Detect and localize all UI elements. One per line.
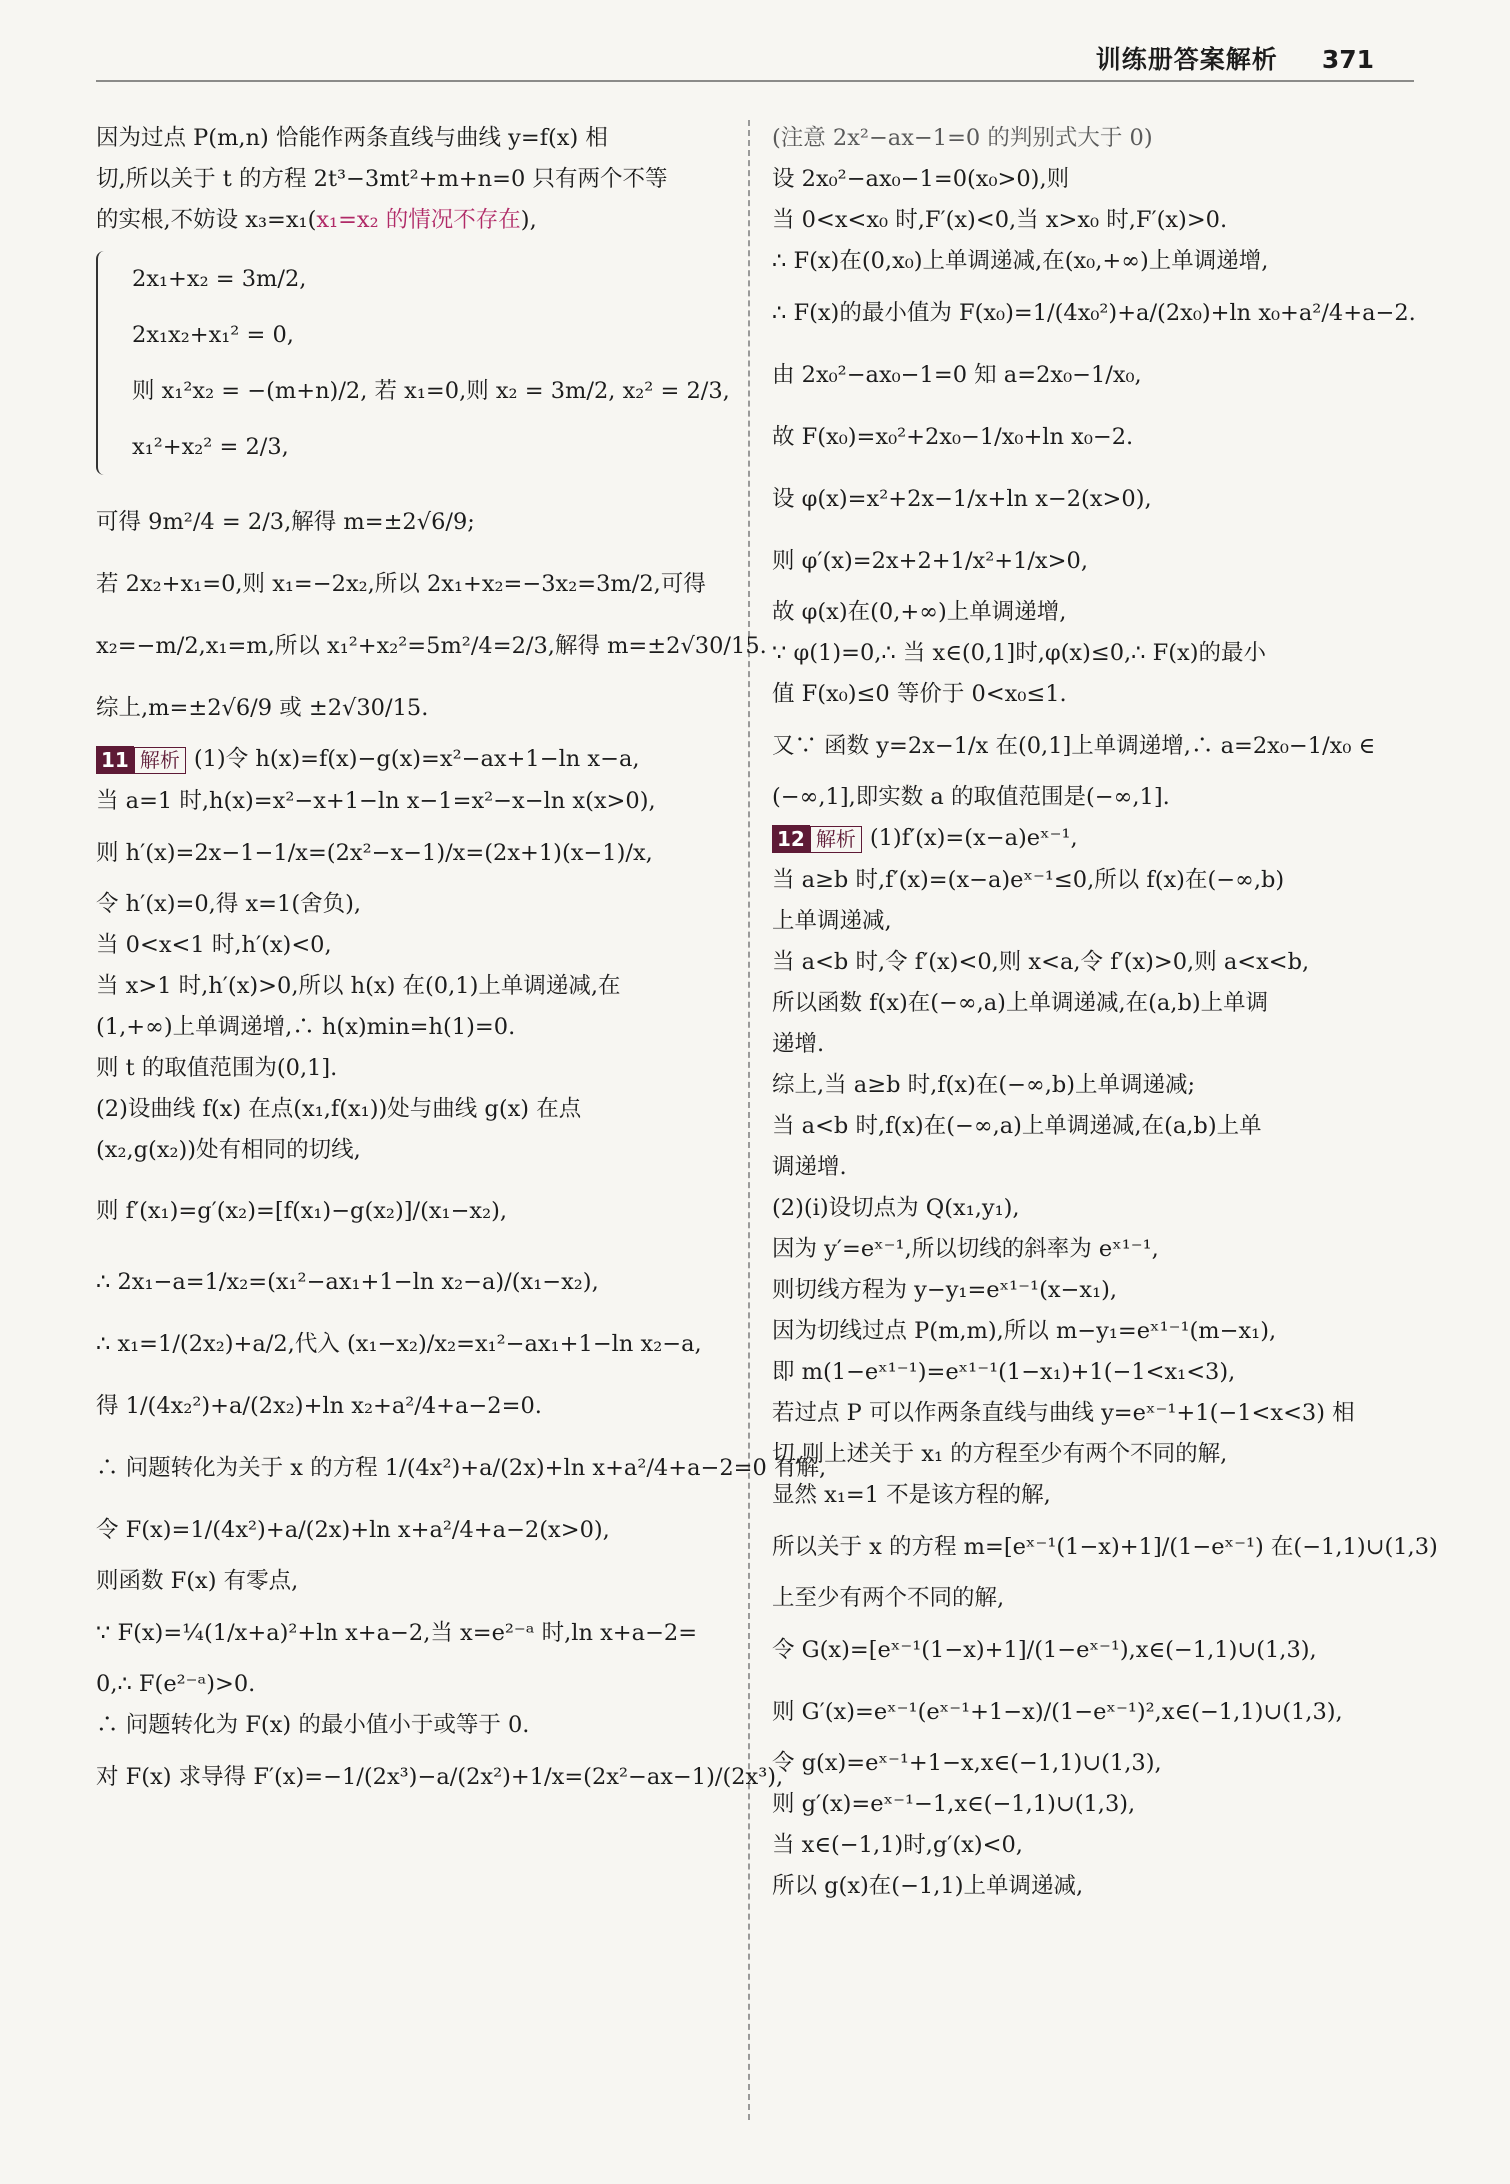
text-line: ∵ F(x)=¼(1/x+a)²+ln x+a−2,当 x=e²⁻ᵃ 时,ln x+a−2= <box>96 1619 698 1646</box>
text-line: 对 F(x) 求导得 F′(x)=−1/(2x³)−a/(2x²)+1/x=(2x²−ax−1)/(2x³), <box>96 1763 784 1790</box>
text-line: ∵ φ(1)=0,∴ 当 x∈(0,1]时,φ(x)≤0,∴ F(x)的最小 <box>772 640 1267 666</box>
text-line: 设 φ(x)=x²+2x−1/x+ln x−2(x>0), <box>772 486 1152 512</box>
text-line: 上至少有两个不同的解, <box>772 1584 1005 1611</box>
text-line: (x₂,g(x₂))处有相同的切线, <box>96 1136 361 1163</box>
left-column <box>96 118 827 1808</box>
text-line: 所以函数 f(x)在(−∞,a)上单调递减,在(a,b)上单调 <box>772 989 1269 1016</box>
text-line: 递增. <box>772 1030 825 1057</box>
text-line: 则 t 的取值范围为(0,1]. <box>96 1054 338 1081</box>
text-line: 又∵ 函数 y=2x−1/x 在(0,1]上单调递增,∴ a=2x₀−1/x₀ ∈ <box>772 733 1376 759</box>
text-line: 切,则上述关于 x₁ 的方程至少有两个不同的解, <box>772 1440 1228 1467</box>
text-line: ∴ 问题转化为 F(x) 的最小值小于或等于 0. <box>96 1711 530 1738</box>
text-line: 若过点 P 可以作两条直线与曲线 y=eˣ⁻¹+1(−1<x<3) 相 <box>772 1399 1355 1426</box>
text-line: 令 h′(x)=0,得 x=1(舍负), <box>96 890 362 917</box>
text-line: 综上,m=±2√6/9 或 ±2√30/15. <box>96 695 429 721</box>
text-line: ∴ F(x)的最小值为 F(x₀)=1/(4x₀²)+a/(2x₀)+ln x₀+a²/4+a−2. <box>772 300 1416 326</box>
solution-label: 解析 <box>134 747 186 774</box>
equation-line: x₁²+x₂² = 2/3, <box>132 434 289 460</box>
text-line: 值 F(x₀)≤0 等价于 0<x₀≤1. <box>772 681 1067 707</box>
text-line: 则切线方程为 y−y₁=eˣ¹⁻¹(x−x₁), <box>772 1276 1118 1303</box>
text-line: 0,∴ F(e²⁻ᵃ)>0. <box>96 1670 256 1697</box>
text-line: 当 x>1 时,h′(x)>0,所以 h(x) 在(0,1)上单调递减,在 <box>96 972 621 999</box>
text-line: 则 f′(x₁)=g′(x₂)=[f(x₁)−g(x₂)]/(x₁−x₂), <box>96 1197 508 1224</box>
problem-number: 11 <box>96 746 134 774</box>
column-divider <box>748 120 750 2120</box>
note-line: (注意 2x²−ax−1=0 的判别式大于 0) <box>772 125 1153 151</box>
text-line: 当 a<b 时,f(x)在(−∞,a)上单调递减,在(a,b)上单 <box>772 1112 1262 1139</box>
text-span: (1)f′(x)=(x−a)eˣ⁻¹, <box>869 825 1078 851</box>
text-span: 的实根,不妨设 x₃=x₁( <box>96 207 317 233</box>
text-line: 若 2x₂+x₁=0,则 x₁=−2x₂,所以 2x₁+x₂=−3x₂=3m/2,可得 <box>96 571 706 597</box>
text-line: ∴ x₁=1/(2x₂)+a/2,代入 (x₁−x₂)/x₂=x₁²−ax₁+1−ln x₂−a, <box>96 1330 702 1357</box>
problem-number: 12 <box>772 825 810 853</box>
text-line <box>96 200 724 241</box>
text-line: 所以关于 x 的方程 m=[eˣ⁻¹(1−x)+1]/(1−eˣ⁻¹) 在(−1,1)∪(1,3) <box>772 1533 1438 1560</box>
text-line: 上单调递减, <box>772 907 892 934</box>
equation-line: 2x₁+x₂ = 3m/2, <box>132 266 307 292</box>
text-line: ∴ 2x₁−a=1/x₂=(x₁²−ax₁+1−ln x₂−a)/(x₁−x₂), <box>96 1268 599 1295</box>
text-line: (1,+∞)上单调递增,∴ h(x)min=h(1)=0. <box>96 1013 516 1040</box>
text-line: 切,所以关于 t 的方程 2t³−3mt²+m+n=0 只有两个不等 <box>96 166 668 192</box>
text-line: (2)设曲线 f(x) 在点(x₁,f(x₁))处与曲线 g(x) 在点 <box>96 1095 582 1122</box>
text-line: 即 m(1−eˣ¹⁻¹)=eˣ¹⁻¹(1−x₁)+1(−1<x₁<3), <box>772 1358 1236 1385</box>
text-line: 当 a≥b 时,f′(x)=(x−a)eˣ⁻¹≤0,所以 f(x)在(−∞,b) <box>772 866 1285 893</box>
text-line: 当 a<b 时,令 f′(x)<0,则 x<a,令 f′(x)>0,则 a<x<b, <box>772 948 1310 975</box>
text-line: ∴ 问题转化为关于 x 的方程 1/(4x²)+a/(2x)+ln x+a²/4+a−2=0 有解, <box>96 1454 827 1481</box>
text-line: 则 G′(x)=eˣ⁻¹(eˣ⁻¹+1−x)/(1−eˣ⁻¹)²,x∈(−1,1)∪(1,3), <box>772 1698 1343 1725</box>
problem-badge <box>772 819 862 860</box>
text-line: 可得 9m²/4 = 2/3,解得 m=±2√6/9; <box>96 509 475 535</box>
text-line: 因为 y′=eˣ⁻¹,所以切线的斜率为 eˣ¹⁻¹, <box>772 1235 1159 1262</box>
text-line: 令 g(x)=eˣ⁻¹+1−x,x∈(−1,1)∪(1,3), <box>772 1749 1162 1776</box>
text-line: 调递增. <box>772 1153 847 1180</box>
text-line: (−∞,1],即实数 a 的取值范围是(−∞,1]. <box>772 784 1170 810</box>
text-line: 设 2x₀²−ax₀−1=0(x₀>0),则 <box>772 166 1070 192</box>
text-line: 综上,当 a≥b 时,f(x)在(−∞,b)上单调递减; <box>772 1071 1196 1098</box>
text-line: 故 φ(x)在(0,+∞)上单调递增, <box>772 599 1067 625</box>
page-header <box>1096 40 1374 76</box>
text-line: 因为过点 P(m,n) 恰能作两条直线与曲线 y=f(x) 相 <box>96 125 608 151</box>
text-line: 令 F(x)=1/(4x²)+a/(2x)+ln x+a²/4+a−2(x>0), <box>96 1516 610 1543</box>
header-rule <box>96 80 1414 82</box>
text-line: 当 a=1 时,h(x)=x²−x+1−ln x−1=x²−x−ln x(x>0), <box>96 787 656 814</box>
equation-line: 2x₁x₂+x₁² = 0, <box>132 322 294 348</box>
text-line: ∴ F(x)在(0,x₀)上单调递减,在(x₀,+∞)上单调递增, <box>772 248 1269 274</box>
text-line: 由 2x₀²−ax₀−1=0 知 a=2x₀−1/x₀, <box>772 362 1142 388</box>
text-span: ), <box>520 207 537 233</box>
equation-line: 则 x₁²x₂ = −(m+n)/2, 若 x₁=0,则 x₂ = 3m/2, x₂² = 2/3, <box>132 378 730 404</box>
problem-badge <box>96 740 186 781</box>
text-line: 故 F(x₀)=x₀²+2x₀−1/x₀+ln x₀−2. <box>772 424 1134 450</box>
text-line: 当 0<x<x₀ 时,F′(x)<0,当 x>x₀ 时,F′(x)>0. <box>772 207 1228 233</box>
problem-11-heading <box>96 739 724 781</box>
text-line: 令 G(x)=[eˣ⁻¹(1−x)+1]/(1−eˣ⁻¹),x∈(−1,1)∪(1,3), <box>772 1636 1317 1663</box>
text-line: 得 1/(4x₂²)+a/(2x₂)+ln x₂+a²/4+a−2=0. <box>96 1392 542 1419</box>
solution-label: 解析 <box>810 826 862 853</box>
text-line: 当 x∈(−1,1)时,g′(x)<0, <box>772 1831 1023 1858</box>
highlighted-note: x₁=x₂ 的情况不存在 <box>316 207 521 233</box>
text-line: x₂=−m/2,x₁=m,所以 x₁²+x₂²=5m²/4=2/3,解得 m=±2√30/15. <box>96 633 767 659</box>
text-line: 则函数 F(x) 有零点, <box>96 1567 299 1594</box>
text-span: (1)令 h(x)=f(x)−g(x)=x²−ax+1−ln x−a, <box>193 746 640 772</box>
text-line: 则 g′(x)=eˣ⁻¹−1,x∈(−1,1)∪(1,3), <box>772 1790 1136 1817</box>
text-line: 则 φ′(x)=2x+2+1/x²+1/x>0, <box>772 548 1088 574</box>
right-column <box>772 118 1438 1907</box>
text-line: 因为切线过点 P(m,m),所以 m−y₁=eˣ¹⁻¹(m−x₁), <box>772 1317 1277 1344</box>
text-line: 显然 x₁=1 不是该方程的解, <box>772 1481 1051 1508</box>
text-line: 当 0<x<1 时,h′(x)<0, <box>96 931 332 958</box>
text-line: (2)(i)设切点为 Q(x₁,y₁), <box>772 1194 1020 1221</box>
equation-system <box>96 251 730 475</box>
page-number: 371 <box>1321 45 1374 74</box>
problem-12-heading <box>772 818 1412 860</box>
text-line: 则 h′(x)=2x−1−1/x=(2x²−x−1)/x=(2x+1)(x−1)/x, <box>96 839 653 866</box>
text-line: 所以 g(x)在(−1,1)上单调递减, <box>772 1872 1084 1899</box>
header-title: 训练册答案解析 <box>1095 45 1278 74</box>
